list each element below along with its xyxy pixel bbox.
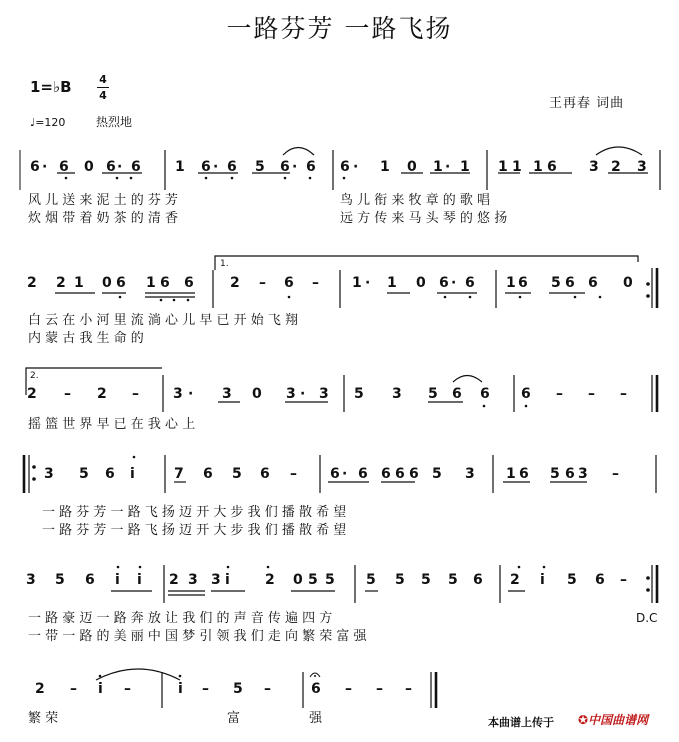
lyric-2a: 炊 烟 带 着 奶 茶 的 清 香	[28, 211, 179, 226]
lyric-3: 白 云 在 小 河 里 流 淌 心 儿 早 已 开 始 飞 翔	[28, 313, 298, 328]
lyric-8a: 繁 荣	[28, 711, 59, 726]
lyric-1a: 风 儿 送 来 泥 土 的 芬 芳	[28, 193, 179, 208]
volta-1-label: 1.	[220, 259, 229, 269]
lyric-6b: 一 路 芬 芳 一 路 飞 扬 迈 开 大 步 我 们 播 散 希 望	[42, 523, 347, 538]
meter-top: 4	[99, 73, 107, 86]
lyric-7a: 一 路 豪 迈 一 路 奔 放 让 我 们 的 声 音 传 遍 四 方	[28, 611, 333, 626]
expression-mark: 热烈地	[96, 115, 133, 129]
lyric-2b: 远 方 传 来 马 头 琴 的 悠 扬	[340, 211, 508, 226]
upload-credit: 本曲谱上传于	[488, 716, 554, 729]
key-signature: 1=♭B	[30, 78, 72, 96]
lyric-8c: 强	[309, 711, 323, 726]
lyric-7b: 一 带 一 路 的 美 丽 中 国 梦 引 领 我 们 走 向 繁 荣 富 强	[28, 629, 367, 644]
site-logo[interactable]	[578, 714, 648, 726]
lyric-6a: 一 路 芬 芳 一 路 飞 扬 迈 开 大 步 我 们 播 散 希 望	[42, 505, 347, 520]
logo-text: 中国曲谱网	[588, 713, 649, 727]
tempo-mark: ♩=120	[30, 116, 66, 129]
volta-2-label: 2.	[30, 371, 39, 381]
meter-bottom: 4	[99, 89, 107, 102]
lyric-5: 摇 篮 世 界 早 已 在 我 心 上	[28, 417, 196, 432]
lyric-1b: 鸟 儿 衔 来 牧 章 的 歌 唱	[340, 193, 491, 208]
dc-mark: D.C	[636, 611, 658, 625]
logo-icon: ✪	[578, 713, 589, 727]
author-credit: 王再春 词曲	[549, 96, 625, 111]
lyric-8b: 富	[227, 711, 241, 726]
song-title: 一路芬芳 一路飞扬	[226, 14, 453, 43]
lyric-4: 内 蒙 古 我 生 命 的	[28, 331, 144, 346]
